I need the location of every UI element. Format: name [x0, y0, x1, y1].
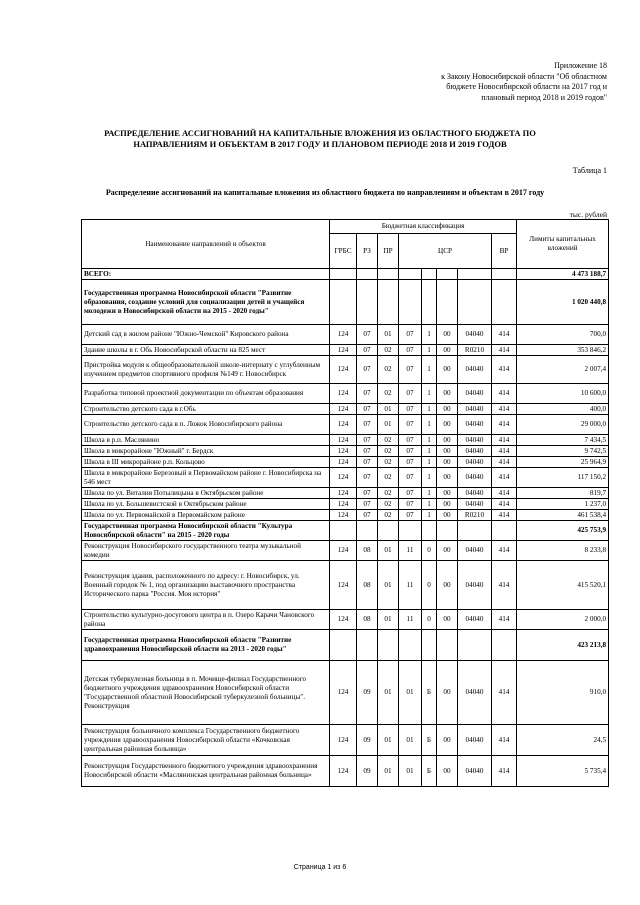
row-csr-2: 1	[422, 446, 437, 457]
row-rz: 07	[357, 384, 378, 404]
table-number: Таблица 1	[572, 166, 607, 175]
row-name: Школа по ул. Большевистской в Октябрьском районе	[82, 499, 330, 510]
row-limit: 7 434,5	[517, 435, 609, 446]
row-limit: 819,7	[517, 488, 609, 499]
row-grbs: 124	[330, 756, 357, 787]
row-pr	[378, 521, 399, 541]
row-grbs	[330, 280, 357, 325]
row-name: Строительство детского сада в г.Обь	[82, 404, 330, 415]
row-csr-3: 00	[437, 510, 458, 521]
row-csr-1: 11	[399, 610, 422, 630]
row-grbs	[330, 269, 357, 280]
row-grbs: 124	[330, 499, 357, 510]
row-csr-3	[437, 630, 458, 661]
row-csr-3: 00	[437, 446, 458, 457]
row-name: Школа в III микрорайоне р.п. Кольцово	[82, 457, 330, 468]
row-csr-4: 04040	[458, 457, 492, 468]
row-pr: 02	[378, 345, 399, 356]
row-vr	[492, 280, 517, 325]
row-grbs: 124	[330, 725, 357, 756]
row-rz: 07	[357, 404, 378, 415]
row-name: Разработка типовой проектной документации по объектам образования	[82, 384, 330, 404]
row-pr: 01	[378, 541, 399, 561]
table-section-row	[82, 521, 609, 541]
row-csr-4: 04040	[458, 661, 492, 725]
title-line: РАСПРЕДЕЛЕНИЕ АССИГНОВАНИЙ НА КАПИТАЛЬНЫЕ ВЛОЖЕНИЯ ИЗ ОБЛАСТНОГО БЮДЖЕТА ПО	[104, 128, 536, 138]
row-csr-3: 00	[437, 541, 458, 561]
row-pr: 02	[378, 510, 399, 521]
row-limit: 1 237,0	[517, 499, 609, 510]
row-grbs: 124	[330, 384, 357, 404]
table-row	[82, 756, 609, 787]
row-grbs: 124	[330, 435, 357, 446]
row-grbs: 124	[330, 356, 357, 384]
allocation-table	[81, 219, 609, 787]
row-csr-2	[422, 521, 437, 541]
row-csr-1	[399, 280, 422, 325]
table-row	[82, 325, 609, 345]
row-pr: 01	[378, 661, 399, 725]
document-title	[60, 128, 580, 150]
row-csr-3: 00	[437, 345, 458, 356]
table-section-row	[82, 269, 609, 280]
row-csr-4	[458, 521, 492, 541]
table-row	[82, 345, 609, 356]
row-csr-1: 07	[399, 457, 422, 468]
row-pr	[378, 269, 399, 280]
row-csr-2: 0	[422, 610, 437, 630]
row-vr: 414	[492, 356, 517, 384]
table-row	[82, 356, 609, 384]
row-grbs: 124	[330, 325, 357, 345]
row-limit: 423 213,8	[517, 630, 609, 661]
row-grbs	[330, 630, 357, 661]
row-csr-2	[422, 269, 437, 280]
row-pr: 01	[378, 725, 399, 756]
row-csr-4: 04040	[458, 541, 492, 561]
row-pr: 02	[378, 457, 399, 468]
row-grbs	[330, 521, 357, 541]
row-name: Реконструкция здания, расположенного по адресу: г. Новосибирск, ул. Военный городок № 1, под организацию выставочного пространства Исторического парка "Россия. Моя история"	[82, 561, 330, 610]
row-csr-3: 00	[437, 457, 458, 468]
row-limit: 9 742,5	[517, 446, 609, 457]
row-grbs: 124	[330, 404, 357, 415]
row-grbs: 124	[330, 488, 357, 499]
row-rz: 07	[357, 457, 378, 468]
row-name: Детский сад в жилом районе "Южно-Чемской" Кировского района	[82, 325, 330, 345]
row-csr-2: Б	[422, 725, 437, 756]
appendix-line: плановый период 2018 и 2019 годов"	[481, 92, 607, 102]
row-csr-3: 00	[437, 561, 458, 610]
row-vr: 414	[492, 756, 517, 787]
row-vr: 414	[492, 725, 517, 756]
row-csr-1: 07	[399, 404, 422, 415]
row-rz: 07	[357, 510, 378, 521]
row-rz: 07	[357, 345, 378, 356]
row-csr-2: 1	[422, 499, 437, 510]
title-line: НАПРАВЛЕНИЯМ И ОБЪЕКТАМ В 2017 ГОДУ И ПЛАНОВОМ ПЕРИОДЕ 2018 И 2019 ГОДОВ	[133, 139, 507, 149]
row-limit: 8 233,8	[517, 541, 609, 561]
row-vr	[492, 521, 517, 541]
table-row	[82, 404, 609, 415]
row-csr-4: 04040	[458, 756, 492, 787]
row-vr: 414	[492, 345, 517, 356]
header-pr: ПР	[378, 234, 399, 269]
row-vr: 414	[492, 541, 517, 561]
row-name: Здание школы в г. Обь Новосибирской области на 825 мест	[82, 345, 330, 356]
row-csr-4	[458, 630, 492, 661]
row-csr-2: 1	[422, 356, 437, 384]
row-csr-1: 07	[399, 435, 422, 446]
row-vr: 414	[492, 446, 517, 457]
row-csr-1	[399, 521, 422, 541]
table-row	[82, 384, 609, 404]
row-limit: 24,5	[517, 725, 609, 756]
row-pr: 02	[378, 356, 399, 384]
row-csr-2: 1	[422, 510, 437, 521]
row-csr-3: 00	[437, 725, 458, 756]
table-section-row	[82, 280, 609, 325]
row-csr-2: 0	[422, 541, 437, 561]
row-csr-1: 07	[399, 499, 422, 510]
row-grbs: 124	[330, 510, 357, 521]
row-rz: 07	[357, 499, 378, 510]
table-body	[82, 269, 609, 787]
row-csr-1: 07	[399, 446, 422, 457]
table-row	[82, 457, 609, 468]
row-csr-1: 07	[399, 384, 422, 404]
row-rz: 09	[357, 661, 378, 725]
row-limit: 29 000,0	[517, 415, 609, 435]
row-rz	[357, 280, 378, 325]
row-vr: 414	[492, 435, 517, 446]
row-csr-3: 00	[437, 488, 458, 499]
row-csr-1: 07	[399, 356, 422, 384]
row-csr-2	[422, 280, 437, 325]
row-limit: 425 753,9	[517, 521, 609, 541]
row-csr-3: 00	[437, 468, 458, 488]
appendix-line: Приложение 18	[554, 61, 607, 70]
row-grbs: 124	[330, 661, 357, 725]
table-row	[82, 541, 609, 561]
row-vr	[492, 269, 517, 280]
row-csr-3: 00	[437, 499, 458, 510]
row-csr-2: 1	[422, 384, 437, 404]
row-csr-1: 07	[399, 510, 422, 521]
table-row	[82, 435, 609, 446]
header-csr: ЦСР	[399, 234, 492, 269]
row-csr-4	[458, 269, 492, 280]
row-csr-1: 01	[399, 725, 422, 756]
row-csr-4: 04040	[458, 435, 492, 446]
row-csr-3: 00	[437, 384, 458, 404]
row-pr: 01	[378, 756, 399, 787]
row-limit: 353 846,2	[517, 345, 609, 356]
row-csr-1: 11	[399, 541, 422, 561]
header-name: Наименование направлений и объектов	[82, 220, 330, 269]
row-rz: 07	[357, 468, 378, 488]
row-csr-4: 04040	[458, 610, 492, 630]
row-csr-4: 04040	[458, 488, 492, 499]
row-pr: 02	[378, 488, 399, 499]
row-limit: 2 000,0	[517, 610, 609, 630]
row-csr-2: Б	[422, 661, 437, 725]
row-grbs: 124	[330, 415, 357, 435]
row-grbs: 124	[330, 446, 357, 457]
row-pr: 01	[378, 561, 399, 610]
row-vr: 414	[492, 510, 517, 521]
row-rz	[357, 521, 378, 541]
row-csr-3: 00	[437, 756, 458, 787]
row-csr-3: 00	[437, 415, 458, 435]
row-csr-4: R0210	[458, 345, 492, 356]
row-pr: 01	[378, 610, 399, 630]
row-name: Реконструкция больничного комплекса Государственного бюджетного учреждения здравоохранения Новосибирской области «Кочковская центральная районная больница»	[82, 725, 330, 756]
row-rz: 07	[357, 446, 378, 457]
row-grbs: 124	[330, 541, 357, 561]
row-name: Пристройка модуля к общеобразовательной школе-интернату с углубленным изучением предметов спортивного профиля №149 г. Новосибирск	[82, 356, 330, 384]
header-limits: Лимиты капитальных вложений	[517, 220, 609, 269]
row-name: ВСЕГО:	[82, 269, 330, 280]
table-subtitle: Распределение ассигнований на капитальные вложения из областного бюджета по направлениям и объектам в 2017 году	[105, 188, 545, 197]
row-name: Государственная программа Новосибирской области "Развитие здравоохранения Новосибирской области на 2013 - 2020 годы"	[82, 630, 330, 661]
row-limit: 5 735,4	[517, 756, 609, 787]
row-name: Строительство детского сада в п. Ложок Новосибирского района	[82, 415, 330, 435]
row-csr-4: 04040	[458, 404, 492, 415]
table-row	[82, 488, 609, 499]
header-grbs: ГРБС	[330, 234, 357, 269]
row-grbs: 124	[330, 610, 357, 630]
row-csr-4: 04040	[458, 561, 492, 610]
table-row	[82, 468, 609, 488]
row-pr: 01	[378, 325, 399, 345]
row-vr: 414	[492, 488, 517, 499]
row-pr: 02	[378, 468, 399, 488]
row-name: Реконструкция Государственного бюджетного учреждения здравоохранения Новосибирской области «Маслянинская центральная районная больница»	[82, 756, 330, 787]
row-rz	[357, 630, 378, 661]
row-csr-4: R0210	[458, 510, 492, 521]
row-csr-1	[399, 630, 422, 661]
row-vr: 414	[492, 610, 517, 630]
table-row	[82, 725, 609, 756]
row-vr: 414	[492, 561, 517, 610]
row-name: Школа в р.п. Маслянино	[82, 435, 330, 446]
row-name: Государственная программа Новосибирской области "Развитие образования, создание условий для социализации детей и учащейся молодежи в Новосибирской области на 2015 - 2020 годы"	[82, 280, 330, 325]
row-csr-2: 0	[422, 561, 437, 610]
header-rz: РЗ	[357, 234, 378, 269]
row-csr-1: 01	[399, 756, 422, 787]
table-row	[82, 561, 609, 610]
page-footer: Страница 1 из 6	[293, 864, 347, 871]
table-row	[82, 661, 609, 725]
row-grbs: 124	[330, 345, 357, 356]
row-name: Школа в микрорайоне "Южный" г. Бердск	[82, 446, 330, 457]
row-csr-1: 07	[399, 468, 422, 488]
row-limit: 117 150,2	[517, 468, 609, 488]
row-csr-2: 1	[422, 325, 437, 345]
row-csr-3	[437, 280, 458, 325]
row-csr-1: 11	[399, 561, 422, 610]
row-rz: 07	[357, 435, 378, 446]
row-csr-2: Б	[422, 756, 437, 787]
table-row	[82, 610, 609, 630]
row-csr-2: 1	[422, 457, 437, 468]
units-label: тыс. рублей	[569, 210, 607, 219]
row-csr-3: 00	[437, 661, 458, 725]
row-grbs: 124	[330, 468, 357, 488]
row-rz: 07	[357, 415, 378, 435]
row-limit: 700,0	[517, 325, 609, 345]
row-limit: 400,0	[517, 404, 609, 415]
row-pr: 02	[378, 446, 399, 457]
table-row	[82, 510, 609, 521]
row-name: Школа по ул. Виталия Потылицына в Октябрьском районе	[82, 488, 330, 499]
row-csr-2: 1	[422, 488, 437, 499]
row-limit: 2 007,4	[517, 356, 609, 384]
row-pr: 02	[378, 384, 399, 404]
row-rz: 08	[357, 610, 378, 630]
row-csr-4: 04040	[458, 384, 492, 404]
row-csr-4: 04040	[458, 415, 492, 435]
row-vr	[492, 630, 517, 661]
row-pr	[378, 280, 399, 325]
row-csr-3	[437, 521, 458, 541]
row-csr-1: 01	[399, 661, 422, 725]
row-pr: 02	[378, 499, 399, 510]
row-pr: 01	[378, 404, 399, 415]
row-vr: 414	[492, 661, 517, 725]
row-vr: 414	[492, 499, 517, 510]
row-rz	[357, 269, 378, 280]
header-vr: ВР	[492, 234, 517, 269]
row-csr-2: 1	[422, 468, 437, 488]
row-csr-4: 04040	[458, 446, 492, 457]
row-limit: 910,0	[517, 661, 609, 725]
row-limit: 415 520,1	[517, 561, 609, 610]
row-limit: 4 473 188,7	[517, 269, 609, 280]
row-csr-2: 1	[422, 345, 437, 356]
row-csr-4	[458, 280, 492, 325]
row-name: Детская туберкулезная больница в п. Мочище-филиал Государственного бюджетного учреждения здравоохранения Новосибирской области "Государственной областной Новосибирской туберкулезной больницы". Реконструкция	[82, 661, 330, 725]
row-pr: 01	[378, 415, 399, 435]
table-row	[82, 499, 609, 510]
row-name: Государственная программа Новосибирской области "Культура Новосибирской области" на 2015 - 2020 годы	[82, 521, 330, 541]
row-vr: 414	[492, 415, 517, 435]
row-name: Школа в микрорайоне Березовый в Первомайском районе г. Новосибирска на 546 мест	[82, 468, 330, 488]
table-row	[82, 446, 609, 457]
row-csr-1: 07	[399, 415, 422, 435]
row-csr-2: 1	[422, 435, 437, 446]
row-grbs: 124	[330, 457, 357, 468]
appendix-line: бюджете Новосибирской области на 2017 год и	[446, 82, 607, 91]
row-csr-1: 07	[399, 325, 422, 345]
row-csr-4: 04040	[458, 725, 492, 756]
row-rz: 07	[357, 488, 378, 499]
row-csr-4: 04040	[458, 499, 492, 510]
row-csr-3: 00	[437, 610, 458, 630]
table-section-row	[82, 630, 609, 661]
row-csr-2: 1	[422, 404, 437, 415]
row-rz: 08	[357, 561, 378, 610]
row-csr-1: 07	[399, 345, 422, 356]
row-rz: 07	[357, 356, 378, 384]
row-csr-4: 04040	[458, 468, 492, 488]
row-csr-4: 04040	[458, 325, 492, 345]
row-pr	[378, 630, 399, 661]
row-limit: 25 964,9	[517, 457, 609, 468]
appendix-line: к Закону Новосибирской области "Об областном	[441, 71, 607, 81]
appendix-note	[307, 61, 607, 103]
row-vr: 414	[492, 404, 517, 415]
header-budget-classification: Бюджетная классификация	[330, 220, 517, 234]
row-csr-1: 07	[399, 488, 422, 499]
row-csr-3: 00	[437, 404, 458, 415]
row-csr-4: 04040	[458, 356, 492, 384]
row-grbs: 124	[330, 561, 357, 610]
row-csr-3	[437, 269, 458, 280]
row-vr: 414	[492, 468, 517, 488]
row-vr: 414	[492, 457, 517, 468]
row-csr-3: 00	[437, 435, 458, 446]
row-name: Строительство культурно-досугового центра в п. Озеро Карачи Чановского района	[82, 610, 330, 630]
row-rz: 09	[357, 756, 378, 787]
row-limit: 461 538,4	[517, 510, 609, 521]
row-rz: 07	[357, 325, 378, 345]
row-csr-3: 00	[437, 356, 458, 384]
row-limit: 1 020 440,8	[517, 280, 609, 325]
row-csr-3: 00	[437, 325, 458, 345]
row-rz: 09	[357, 725, 378, 756]
row-csr-2	[422, 630, 437, 661]
row-pr: 02	[378, 435, 399, 446]
row-csr-1	[399, 269, 422, 280]
table-row	[82, 415, 609, 435]
row-csr-2: 1	[422, 415, 437, 435]
row-limit: 10 600,0	[517, 384, 609, 404]
row-vr: 414	[492, 325, 517, 345]
row-rz: 08	[357, 541, 378, 561]
row-name: Реконструкция Новосибирского государственного театра музыкальной комедии	[82, 541, 330, 561]
row-vr: 414	[492, 384, 517, 404]
row-name: Школа по ул. Первомайской в Первомайском районе	[82, 510, 330, 521]
